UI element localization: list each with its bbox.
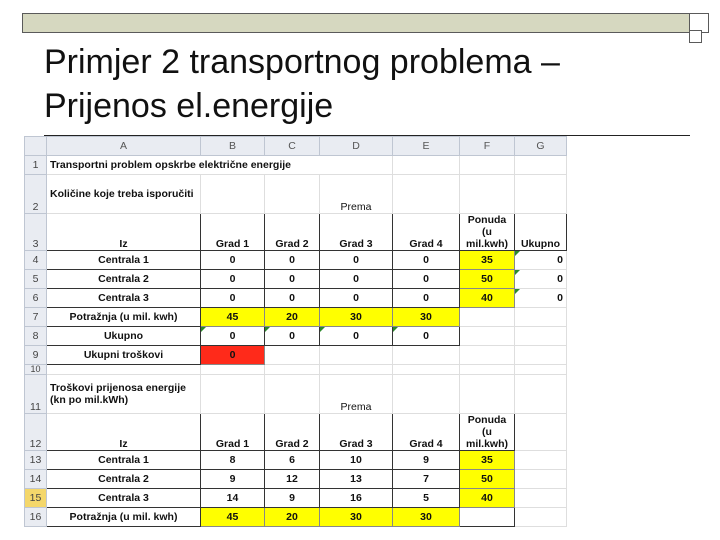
supply-name-cell[interactable]: Centrala 3 xyxy=(47,289,201,308)
cell[interactable] xyxy=(47,365,201,375)
total-cost-label-cell[interactable]: Ukupni troškovi xyxy=(47,346,201,365)
row-1 xyxy=(25,156,567,175)
cost-cell[interactable]: 16 xyxy=(320,489,393,508)
demand-value-cell[interactable]: 30 xyxy=(320,308,393,327)
cell[interactable] xyxy=(515,327,567,346)
row-8 xyxy=(25,327,567,346)
cell[interactable] xyxy=(393,175,460,214)
cell[interactable] xyxy=(201,175,265,214)
select-all-corner[interactable] xyxy=(25,137,47,156)
cell[interactable] xyxy=(265,175,320,214)
demand-value-cell[interactable]: 45 xyxy=(201,308,265,327)
ponuda-header-cell[interactable]: Ponuda (u mil.kwh) xyxy=(460,214,515,251)
cell[interactable] xyxy=(460,327,515,346)
cost-cell[interactable]: 9 xyxy=(265,489,320,508)
ukupno-header-cell[interactable]: Ukupno xyxy=(515,214,567,251)
cost-cell[interactable]: 12 xyxy=(265,470,320,489)
row-total-cell[interactable]: 0 xyxy=(515,289,567,308)
row-16 xyxy=(25,508,567,527)
cell[interactable] xyxy=(201,365,265,375)
cell[interactable] xyxy=(460,308,515,327)
cell[interactable] xyxy=(515,489,567,508)
cell[interactable] xyxy=(515,346,567,365)
cell[interactable] xyxy=(460,156,515,175)
demand-label-cell[interactable]: Potražnja (u mil. kwh) xyxy=(47,508,201,527)
grad4-header-cell[interactable]: Grad 4 xyxy=(393,414,460,451)
quantities-heading-cell[interactable]: Količine koje treba isporučiti xyxy=(47,175,201,214)
demand-value-cell[interactable]: 45 xyxy=(201,508,265,527)
cell[interactable] xyxy=(515,414,567,451)
demand-value-cell[interactable]: 30 xyxy=(393,508,460,527)
cell[interactable] xyxy=(460,365,515,375)
supply-name-cell[interactable]: Centrala 1 xyxy=(47,251,201,270)
supply-value-cell[interactable]: 35 xyxy=(460,451,515,470)
prema-cell[interactable]: Prema xyxy=(320,175,393,214)
row-12 xyxy=(25,414,567,451)
row-13 xyxy=(25,451,567,470)
cell[interactable] xyxy=(515,508,567,527)
shipment-cell[interactable]: 0 xyxy=(201,270,265,289)
row-6 xyxy=(25,289,567,308)
cost-cell[interactable]: 6 xyxy=(265,451,320,470)
column-header-e[interactable]: E xyxy=(393,137,460,156)
shipment-cell[interactable]: 0 xyxy=(393,251,460,270)
row-10 xyxy=(25,365,567,375)
row-3 xyxy=(25,214,567,251)
cost-cell[interactable]: 9 xyxy=(201,470,265,489)
demand-value-cell[interactable]: 30 xyxy=(320,508,393,527)
row-header-5[interactable]: 5 xyxy=(25,270,47,289)
cell[interactable] xyxy=(460,346,515,365)
shipment-cell[interactable]: 0 xyxy=(265,251,320,270)
column-header-a[interactable]: A xyxy=(47,137,201,156)
row-header-3[interactable]: 3 xyxy=(25,214,47,251)
cell[interactable] xyxy=(515,365,567,375)
row-header-10[interactable]: 10 xyxy=(25,365,47,375)
supply-name-cell[interactable]: Centrala 2 xyxy=(47,270,201,289)
total-cost-value-cell[interactable]: 0 xyxy=(201,346,265,365)
cost-cell[interactable]: 13 xyxy=(320,470,393,489)
demand-value-cell[interactable]: 20 xyxy=(265,308,320,327)
ponuda-header-cell[interactable]: Ponuda (u mil.kwh) xyxy=(460,414,515,451)
iz-header-cell[interactable]: Iz xyxy=(47,414,201,451)
demand-value-cell[interactable]: 20 xyxy=(265,508,320,527)
row-header-16[interactable]: 16 xyxy=(25,508,47,527)
slide-title: Primjer 2 transportnog problema – Prijenos el.energije xyxy=(44,43,560,125)
row-total-cell[interactable]: 0 xyxy=(515,270,567,289)
row-header-4[interactable]: 4 xyxy=(25,251,47,270)
supply-value-cell[interactable]: 40 xyxy=(460,289,515,308)
shipment-cell[interactable]: 0 xyxy=(201,251,265,270)
supply-value-cell[interactable]: 50 xyxy=(460,470,515,489)
row-header-9[interactable]: 9 xyxy=(25,346,47,365)
column-header-row xyxy=(25,137,567,156)
column-total-cell[interactable]: 0 xyxy=(201,327,265,346)
row-5 xyxy=(25,270,567,289)
cell[interactable] xyxy=(265,365,320,375)
cell[interactable] xyxy=(460,375,515,414)
slide-corner-square-small xyxy=(689,30,702,43)
cost-cell[interactable]: 10 xyxy=(320,451,393,470)
row-header-1[interactable]: 1 xyxy=(25,156,47,175)
row-11 xyxy=(25,375,567,414)
cost-cell[interactable]: 8 xyxy=(201,451,265,470)
grad3-header-cell[interactable]: Grad 3 xyxy=(320,414,393,451)
cost-cell[interactable]: 9 xyxy=(393,451,460,470)
cost-name-cell[interactable]: Centrala 2 xyxy=(47,470,201,489)
column-header-d[interactable]: D xyxy=(320,137,393,156)
row-header-15[interactable]: 15 xyxy=(25,489,47,508)
supply-value-cell[interactable]: 40 xyxy=(460,489,515,508)
row-total-cell[interactable]: 0 xyxy=(515,251,567,270)
row-header-12[interactable]: 12 xyxy=(25,414,47,451)
shipment-cell[interactable]: 0 xyxy=(320,270,393,289)
column-total-cell[interactable]: 0 xyxy=(320,327,393,346)
demand-label-cell[interactable]: Potražnja (u mil. kwh) xyxy=(47,308,201,327)
cell[interactable] xyxy=(515,451,567,470)
cell[interactable] xyxy=(320,365,393,375)
cost-cell[interactable]: 14 xyxy=(201,489,265,508)
cell[interactable] xyxy=(460,175,515,214)
cell[interactable] xyxy=(515,375,567,414)
cell[interactable] xyxy=(265,346,320,365)
shipment-cell[interactable]: 0 xyxy=(393,270,460,289)
iz-header-cell[interactable]: Iz xyxy=(47,214,201,251)
grad1-header-cell[interactable]: Grad 1 xyxy=(201,414,265,451)
row-7 xyxy=(25,308,567,327)
column-header-b[interactable]: B xyxy=(201,137,265,156)
costs-heading-cell[interactable]: Troškovi prijenosa energije (kn po mil.kWh) xyxy=(47,375,201,414)
cell[interactable] xyxy=(515,175,567,214)
column-header-g[interactable]: G xyxy=(515,137,567,156)
sheet-title-cell[interactable]: Transportni problem opskrbe električne energije xyxy=(47,156,393,175)
grad2-header-cell[interactable]: Grad 2 xyxy=(265,214,320,251)
cell[interactable] xyxy=(320,346,393,365)
supply-value-cell[interactable]: 50 xyxy=(460,270,515,289)
grad3-header-cell[interactable]: Grad 3 xyxy=(320,214,393,251)
column-header-f[interactable]: F xyxy=(460,137,515,156)
column-header-c[interactable]: C xyxy=(265,137,320,156)
cost-cell[interactable]: 5 xyxy=(393,489,460,508)
shipment-cell[interactable]: 0 xyxy=(265,289,320,308)
cell[interactable] xyxy=(265,375,320,414)
cell[interactable] xyxy=(515,470,567,489)
grad1-header-cell[interactable]: Grad 1 xyxy=(201,214,265,251)
row-header-7[interactable]: 7 xyxy=(25,308,47,327)
row-header-14[interactable]: 14 xyxy=(25,470,47,489)
shipment-cell[interactable]: 0 xyxy=(393,289,460,308)
row-header-6[interactable]: 6 xyxy=(25,289,47,308)
cell[interactable] xyxy=(201,375,265,414)
spreadsheet xyxy=(24,136,567,527)
column-total-cell[interactable]: 0 xyxy=(393,327,460,346)
total-label-cell[interactable]: Ukupno xyxy=(47,327,201,346)
column-total-cell[interactable]: 0 xyxy=(265,327,320,346)
row-header-13[interactable]: 13 xyxy=(25,451,47,470)
grad2-header-cell[interactable]: Grad 2 xyxy=(265,414,320,451)
shipment-cell[interactable]: 0 xyxy=(320,251,393,270)
slide-top-bar xyxy=(22,13,692,33)
row-header-2[interactable]: 2 xyxy=(25,175,47,214)
cost-name-cell[interactable]: Centrala 3 xyxy=(47,489,201,508)
cell[interactable] xyxy=(515,156,567,175)
cell[interactable] xyxy=(393,375,460,414)
row-4 xyxy=(25,251,567,270)
cost-cell[interactable]: 7 xyxy=(393,470,460,489)
row-header-11[interactable]: 11 xyxy=(25,375,47,414)
cost-name-cell[interactable]: Centrala 1 xyxy=(47,451,201,470)
row-9 xyxy=(25,346,567,365)
cell[interactable] xyxy=(515,308,567,327)
row-14 xyxy=(25,470,567,489)
cell[interactable] xyxy=(393,365,460,375)
cell[interactable] xyxy=(393,156,460,175)
supply-value-cell[interactable]: 35 xyxy=(460,251,515,270)
shipment-cell[interactable]: 0 xyxy=(320,289,393,308)
shipment-cell[interactable]: 0 xyxy=(265,270,320,289)
row-2 xyxy=(25,175,567,214)
shipment-cell[interactable]: 0 xyxy=(201,289,265,308)
cell[interactable] xyxy=(393,346,460,365)
row-header-8[interactable]: 8 xyxy=(25,327,47,346)
demand-value-cell[interactable]: 30 xyxy=(393,308,460,327)
row-15 xyxy=(25,489,567,508)
cell[interactable] xyxy=(460,508,515,527)
grad4-header-cell[interactable]: Grad 4 xyxy=(393,214,460,251)
prema-cell[interactable]: Prema xyxy=(320,375,393,414)
